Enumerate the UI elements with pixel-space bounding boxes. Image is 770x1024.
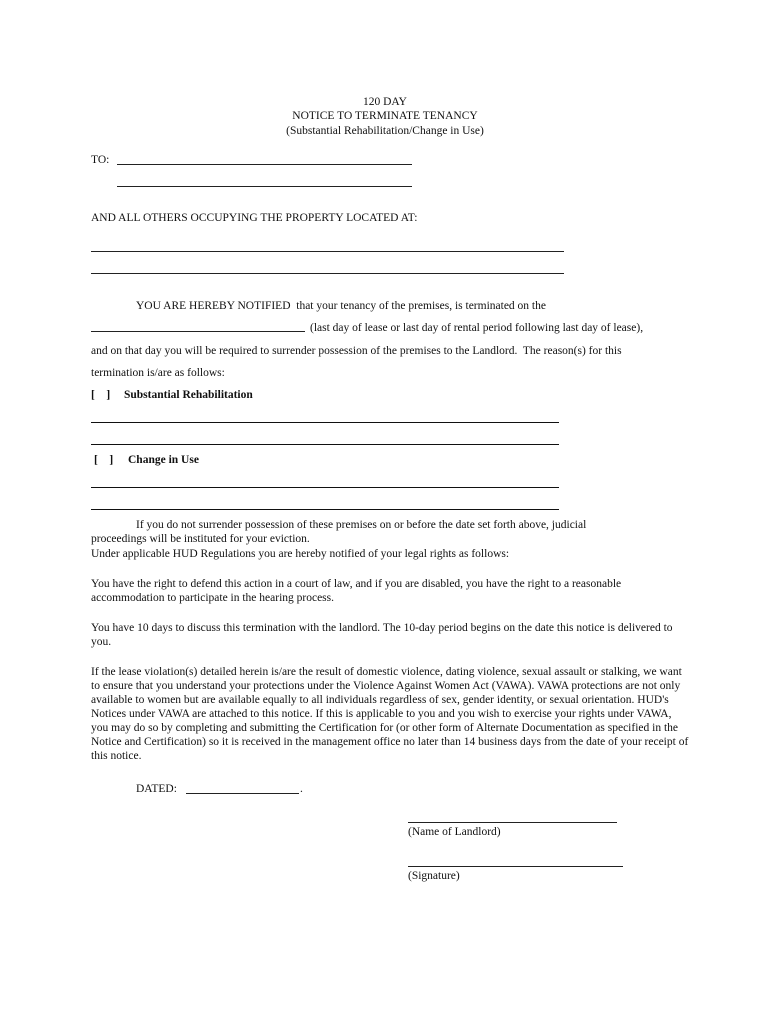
vawa-paragraph: If the lease violation(s) detailed herein is/are the result of domestic violence, dating violence, sexual assault or stalking, we want to ensure that you understand your protections under the Violence Against Women Act (VAWA). VAWA protections are not only available to women but are available equally to all individuals regardless of sex, gender identity, or sexual orientation. HUD's Notices under VAWA are attached to this notice. If this is applicable to you and you wish to exercise your rights under VAWA, you may do so by completing and submitting the Certification for (or other form of Alternate Documentation as specified in the Notice and Certification) so it is received in the management office no later than 14 business days from the date of your receipt of this notice. [91,666,689,762]
notice-subtitle: (Substantial Rehabilitation/Change in Use) [286,125,484,137]
rehab-checkbox[interactable]: [ ] [91,389,111,401]
rehab-detail-line-1[interactable] [91,422,559,423]
notice-days-heading: 120 DAY [363,96,407,108]
eviction-text-line-2: proceedings will be instituted for your eviction. [91,533,310,545]
change-use-checkbox[interactable]: [ ] [94,454,114,466]
signature-label: (Signature) [408,870,460,882]
right-to-defend-paragraph: You have the right to defend this action in a court of law, and if you are disabled, you have the right to a reasonable accommodation to participate in the hearing process. [91,578,622,604]
change-use-detail-line-1[interactable] [91,487,559,488]
property-address-line-1[interactable] [91,251,564,252]
to-name-line-2[interactable] [117,186,412,187]
hereby-notified-text: YOU ARE HEREBY NOTIFIED that your tenancy of the premises, is terminated on the [136,300,546,312]
change-use-detail-line-2[interactable] [91,509,559,510]
dated-period: . [300,783,303,795]
change-use-label: Change in Use [128,454,199,466]
to-label: TO: [91,154,110,166]
to-name-line-1[interactable] [117,164,412,165]
occupants-line: AND ALL OTHERS OCCUPYING THE PROPERTY LOCATED AT: [91,212,418,224]
ten-day-discussion-paragraph: You have 10 days to discuss this termination with the landlord. The 10-day period begins on the date this notice is delivered to you. [91,622,673,648]
termination-date-note: (last day of lease or last day of rental period following last day of lease), [310,322,644,334]
property-address-line-2[interactable] [91,273,564,274]
dated-label: DATED: [136,783,177,795]
reasons-intro: termination is/are as follows: [91,367,225,379]
rehab-detail-line-2[interactable] [91,444,559,445]
notice-title: NOTICE TO TERMINATE TENANCY [292,110,478,122]
termination-date-line[interactable] [91,331,305,332]
landlord-name-label: (Name of Landlord) [408,826,501,838]
eviction-text-line-1: If you do not surrender possession of these premises on or before the date set forth above, judicial [136,519,587,531]
signature-line[interactable] [408,866,623,867]
dated-line[interactable] [186,793,299,794]
hud-regulations-text: Under applicable HUD Regulations you are hereby notified of your legal rights as follows: [91,548,510,560]
landlord-name-line[interactable] [408,822,617,823]
rehab-label: Substantial Rehabilitation [124,389,253,401]
surrender-text: and on that day you will be required to surrender possession of the premises to the Landlord. The reason(s) for this [91,345,622,357]
